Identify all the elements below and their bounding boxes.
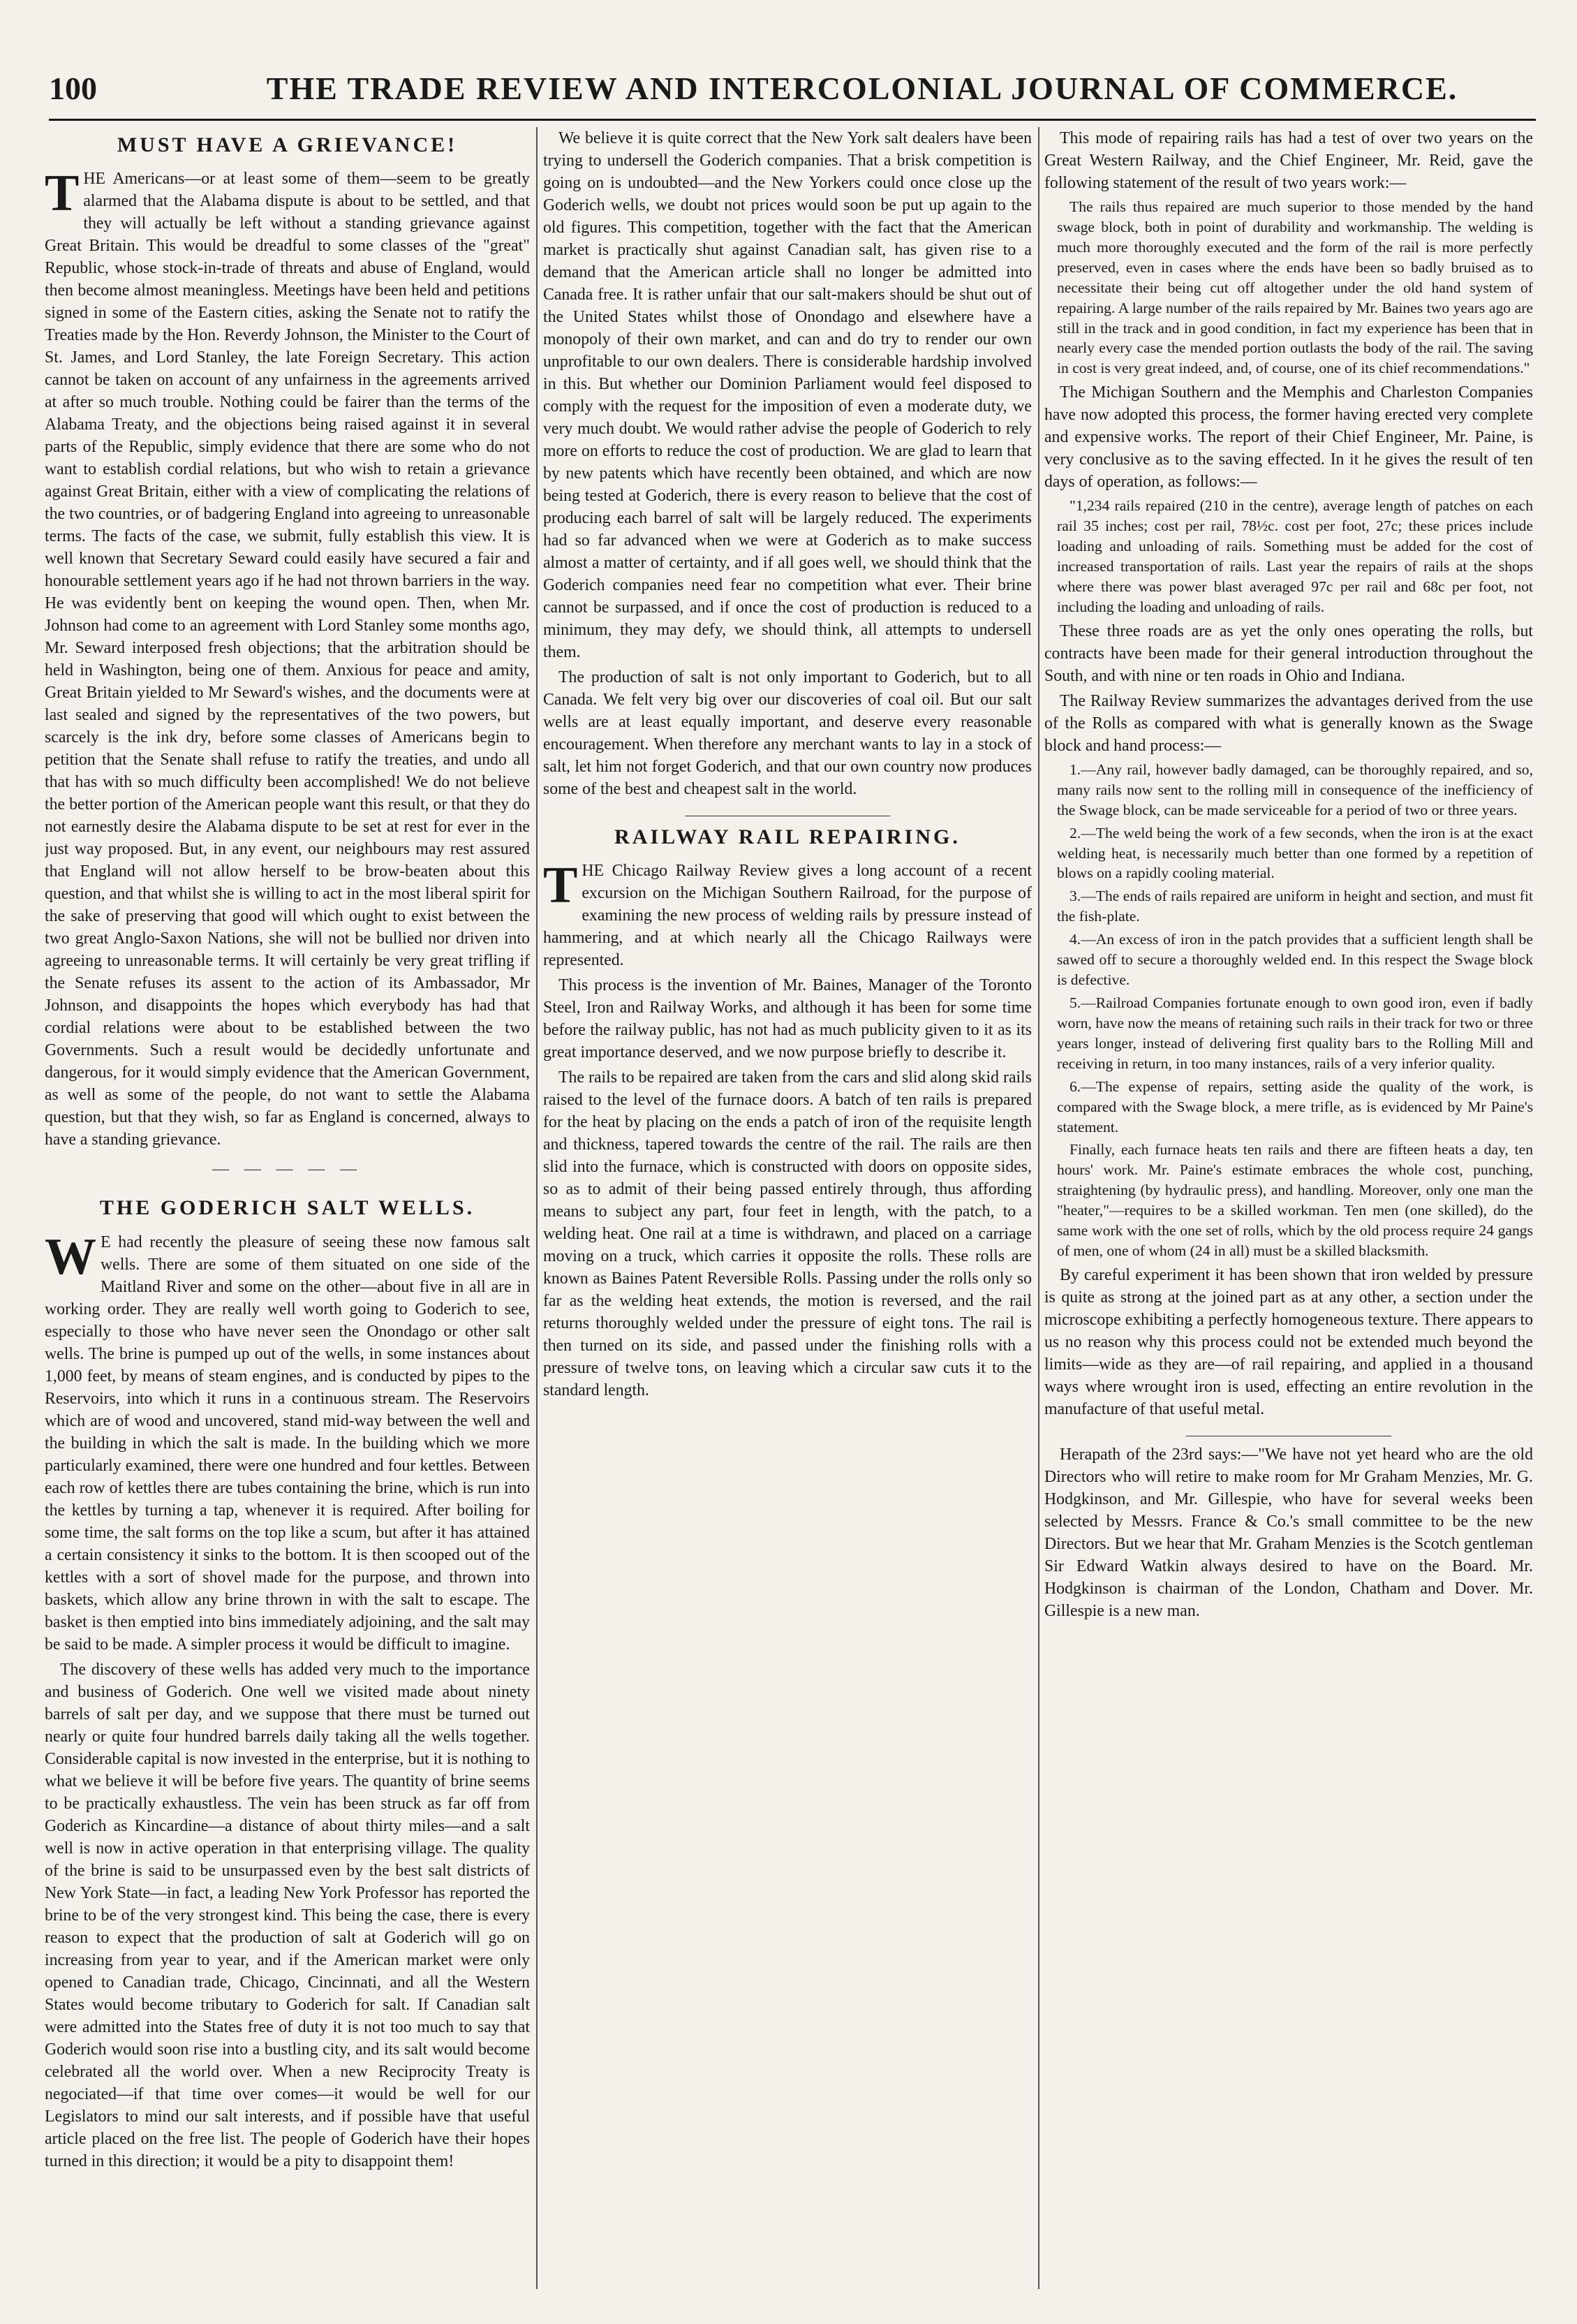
article-headline: MUST HAVE A GRIEVANCE! (117, 133, 458, 156)
page-header (49, 70, 1536, 121)
article-paragraph: The production of salt is not only important to Goderich, but to all Canada. We felt very big over our discoveries of coal oil. But our salt wells are at least equally important, and deserve every reasonable encouragement. When therefore any merchant wants to lay in a stock of salt, let him not forget Goderich, and that our own country now produces some of the best and cheapest salt in the world. (543, 668, 1032, 798)
quote-paragraph: The rails thus repaired are much superior to those mended by the hand swage block, both in point of durability and workmanship. The welding is much more thoroughly executed and the form of the rail is more perfectly preserved, even in cases where the ends have been so badly bruised as to necessitate their being cut off altogether under the old hand system of repairing. A large number of the rails repaired by Mr. Baines two years ago are still in the track and in good condition, in fact my experience has been that in nearly every case the mended portion outlasts the body of the rail. The saving in cost is very great indeed, and, of course, one of its chief recommendations." (1057, 198, 1533, 377)
advantages-list (1044, 760, 1533, 1261)
column-2 (543, 127, 1032, 2289)
paragraph-text: E had recently the pleasure of seeing these now famous salt wells. There are some of them situated on one side of the Maitland River and some on the other—about five in all are in working order. They are really well worth going to Goderich to see, especially to those who have never seen the Onondago or other salt wells. The brine is pumped up out of the wells, in some instances about 1,000 feet, by means of steam engines, and is conducted by pipes to the Reservoirs, into which it runs in a continuous stream. The Reservoirs which are of wood and uncovered, stand mid-way between the well and the building in which the salt is made. In the building which we more particularly examined, there were one hundred and four kettles. Between each row of kettles there are tubes containing the brine, which is run into the kettles by turning a tap, whenever it is required. After boiling for some time, the salt forms on the top like a scum, but after it has attained a certain consistency it sinks to the bottom. It is then scooped out of the kettles with a sort of shovel made for the purpose, and thrown into baskets, which allow any brine thrown in with the salt to escape. The basket is then emptied into bins immediately adjoining, and the salt may be said to be made. A simpler process it would be difficult to imagine. (45, 1233, 530, 1654)
article-paragraph: This mode of repairing rails has had a test of over two years on the Great Western Railway, and the Chief Engineer, Mr. Reid, gave the following statement of the result of two years work:— (1044, 129, 1533, 192)
herapath-paragraph: Herapath of the 23rd says:—"We have not yet heard who are the old Directors who will retire to make room for Mr Graham Menzies, Mr. G. Hodgkinson, and Mr. Gillespie, who have for several weeks been selected by Messrs. France & Co.'s small committee to be the new Directors. But we hear that Mr. Graham Menzies is the Scotch gentleman Sir Edward Watkin always desired to have on the Board. Mr. Hodgkinson is chairman of the London, Chatham and Dover. Mr. Gillespie is a new man. (1044, 1445, 1533, 1620)
article-paragraph: The Railway Review summarizes the advantages derived from the use of the Rolls as compared with what is generally known as the Swage block and hand process:— (1044, 691, 1533, 755)
drop-cap: T (543, 857, 578, 915)
page-number: 100 (49, 71, 97, 106)
article-paragraph: These three roads are as yet the only ones operating the rolls, but contracts have been made for their general introduction throughout the South, and with nine or ten roads in Ohio and Indiana. (1044, 622, 1533, 685)
column-3 (1044, 127, 1533, 2289)
advantage-item: 2.—The weld being the work of a few seconds, when the iron is at the exact welding heat, is necessarily much better than one formed by a repetition of blows on a rapidly cooling material. (1057, 824, 1533, 882)
article-paragraph: The rails to be repaired are taken from the cars and slid along skid rails raised to the level of the furnace doors. A batch of ten rails is prepared for the heat by placing on the ends a patch of iron of the requisite length and thickness, tapered towards the centre of the rail. The rails are then slid into the furnace, which is constructed with doors on opposite sides, so as to admit of their being passed entirely through, thus affording means to subject any part, four feet in length, with the patch, to a welding heat. One rail at a time is withdrawn, and placed on a carriage moving on a truck, which carries it opposite the rolls. These rolls are known as Baines Patent Reversible Rolls. Passing under the rolls only so far as the welding heat extends, the motion is reversed, and the rail returns thoroughly welded under the pressure of eight tons. The rail is then turned on its side, and passed under the finishing rolls with a pressure of twelve tons, on leaving which a circular saw cuts it to the standard length. (543, 1068, 1032, 1400)
article-must-have-a-grievance (45, 131, 530, 1180)
article-headline: THE GODERICH SALT WELLS. (99, 1196, 475, 1220)
article-headline: RAILWAY RAIL REPAIRING. (614, 825, 961, 848)
column-rule (1038, 127, 1039, 2289)
article-paragraph: The Michigan Southern and the Memphis and Charleston Companies have now adopted this process, the former having erected very complete and expensive works. The report of their Chief Engineer, Mr. Paine, is very conclusive as to the saving effected. In it he gives the result of ten days of operation, as follows:— (1044, 383, 1533, 492)
article-paragraph: This process is the invention of Mr. Baines, Manager of the Toronto Steel, Iron and Railway Works, and although it has been for some time before the railway public, has not had as much publicity given to it as its great importance deserved, and we now purpose briefly to describe it. (543, 976, 1032, 1062)
drop-cap: W (45, 1228, 96, 1286)
quoted-statement (1044, 496, 1533, 617)
quote-paragraph: "1,234 rails repaired (210 in the centre), average length of patches on each rail 35 inches; cost per rail, 78½c. cost per foot, 27c; these prices include loading and unloading of rails. Something must be added for the cost of increased transportation of rails. Last year the repairs of rails at the shops where there was power blast averaged 97c per rail and 68c per foot, not including the loading and unloading of rails. (1057, 497, 1533, 615)
article-paragraph: We believe it is quite correct that the New York salt dealers have been trying to undersell the Goderich companies. That a brisk competition is going on is undoubted—and the New Yorkers could once close up the Goderich wells, we doubt not prices would soon be put up again to the old figures. This competition, together with the fact that the American market is practically shut against Canadian salt, has given rise to a demand that the American article shall no longer be admitted into Canada free. It is rather unfair that our salt-makers should be shut out of the United States whilst those of Onondago and elsewhere have a monopoly of their own market, and can and do try to render our own unprofitable to our own dealers. There is considerable hardship involved in this. But whether our Dominion Parliament would feel disposed to comply with the request for the imposition of even a moderate duty, we very much doubt. We would rather advise the people of Goderich to rely more on efforts to reduce the cost of production. We are glad to learn that by new patents which have recently been obtained, and which are now being tested at Goderich, there is every reason to believe that the cost of producing each barrel of salt will be largely reduced. The experiments had so far advanced when we were at Goderich as to make success almost a matter of certainty, and if all goes well, we should think that the Goderich companies need fear no competition what ever. Their brine cannot be surpassed, and if once the cost of production is reduced to a minimum, they may defy, we should think, all attempts to undersell them. (543, 129, 1032, 661)
quoted-statement (1044, 197, 1533, 378)
column-rule (536, 127, 538, 2289)
journal-title: THE TRADE REVIEW AND INTERCOLONIAL JOURNAL OF COMMERCE. (266, 71, 1458, 106)
article-paragraph: The discovery of these wells has added very much to the importance and business of Goderich. One well we visited made about ninety barrels of salt per day, and we suppose that there must be turned out nearly or quite four hundred barrels daily taking all the wells together. Considerable capital is now invested in the enterprise, but it is nothing to what we believe it will be before five years. The quantity of brine seems to be practically exhaustless. The vein has been struck as far off from Goderich as Kincardine—a distance of about thirty miles—and a salt well is now in active operation in that enterprising village. The quality of the brine is said to be unsurpassed even by the best salt districts of New York State—in fact, a leading New York Professor has reported the brine to be of the very strongest kind. This being the case, there is every reason to expect that the production of salt at Goderich will go on increasing from year to year, and if the American market were only opened to Canadian trade, Chicago, Cincinnati, and all the Western States would become tributary to Goderich for salt. If Canadian salt were admitted into the States free of duty it is not too much to say that Goderich would soon rise into a bustling city, and its salt would become celebrated all the world over. When a new Reciprocity Treaty is negociated—if that time over comes—it would be well for our Legislators to mind our salt interests, and if possible have that useful article placed on the free list. The people of Goderich have their hopes turned in this direction; it would be a pity to disappoint them! (45, 1660, 530, 2170)
advantage-item: Finally, each furnace heats ten rails and there are fifteen heats a day, ten hours' work. Mr. Paine's estimate embraces the whole cost, punching, straightening (by hydraulic press), and handling. Moreover, only one man the "heater,"—requires to be a skilled workman. Ten men (one skilled), do the same work with the one set of rolls, which by the old process require 24 gangs of men, one of whom (24 in all) must be a skilled blacksmith. (1057, 1141, 1533, 1260)
advantage-item: 4.—An excess of iron in the patch provides that a sufficient length shall be sawed off to secure a thoroughly welded end. In this respect the Swage block is defective. (1057, 931, 1533, 989)
article-paragraph (45, 165, 530, 1151)
article-goderich-salt-wells (45, 1194, 530, 2172)
article-paragraph (45, 1228, 530, 1656)
article-paragraph (543, 857, 1032, 971)
paragraph-text: HE Chicago Railway Review gives a long account of a recent excursion on the Michigan Southern Railroad, for the purpose of examining the new process of welding rails by pressure instead of hammering, and at which nearly all the Chicago Railways were represented. (543, 862, 1032, 970)
article-railway-rail-repairing (543, 823, 1032, 1402)
advantage-item: 6.—The expense of repairs, setting aside the quality of the work, is compared with the Swage block, a mere trifle, as is evidenced by Mr Paine's statement. (1057, 1078, 1533, 1135)
section-separator: — — — — — (212, 1160, 362, 1179)
paragraph-text: HE Americans—or at least some of them—seem to be greatly alarmed that the Alabama dispute is about to be settled, and that they will actually be left without a standing grievance against Great Britain. This would be dreadful to some classes of the "great" Republic, whose stock-in-trade of threats and abuse of England, would then become almost meaningless. Meetings have been held and petitions signed in some of the Eastern cities, asking the Senate not to ratify the Treaties made by the Hon. Reverdy Johnson, the Minister to the Court of St. James, and Lord Stanley, the late Foreign Secretary. This action cannot be taken on account of any unfairness in the agreements arrived at after so much trouble. Nothing could be fairer than the terms of the Alabama Treaty, and the objections being raised against it in several parts of the Republic, simply evidence that there are some who do not want to establish cordial relations, but who wish to retain a grievance against Great Britain, either with a view of complicating the relations of the two countries, or of badgering England into agreeing to unreasonable terms. The facts of the case, we submit, fully establish this view. It is well known that Secretary Seward could easily have secured a fair and honourable settlement years ago if he had not thrown barriers in the way. He was evidently bent on keeping the wound open. Then, when Mr. Johnson had come to an agreement with Lord Stanley some months ago, Mr. Seward interposed fresh objections; that the arbitration should be held in Washington, being one of them. Anxious for peace and amity, Great Britain yielded to Mr Seward's wishes, and the documents were at last sealed and signed by the representatives of the two powers, but scarcely is the ink dry, before some classes of Americans begin to petition that the Senate shall refuse to ratify the treaties, and undo all that has with so much difficulty been accomplished! We do not believe the better portion of the American people want this result, or that they do not earnestly desire the Alabama dispute to be set at rest for ever in the just way proposed. But, in any event, our neighbours may rest assured that England will not allow herself to be brow-beaten about this question, and that whilst she is willing to act in the most liberal spirit for the sake of preserving that good will which ought to exist between the two great Anglo-Saxon Nations, she will not be bullied nor driven into agreeing to unreasonable terms. It will certainly be very great trifling if the Senate refuses its assent to the action of its Ambassador, Mr Johnson, and disappoints the hopes which everybody has had that cordial relations were about to be established between the two Governments. Such a result would be decidedly unfortunate and dangerous, for it would simply evidence that the American Government, as well as some of the people, do not want to settle the Alabama question, but that they wish, so far as England is concerned, always to have a standing grievance. (45, 170, 530, 1149)
advantage-item: 5.—Railroad Companies fortunate enough to own good iron, even if badly worn, have now the means of retaining such rails in their track for two or three years longer, instead of delivering first quality bars to the Rolling Mill and receiving in return, in too many instances, rails of a very inferior quality. (1057, 994, 1533, 1072)
article-paragraph: By careful experiment it has been shown that iron welded by pressure is quite as strong at the joined part as at any other, a section under the microscope exhibiting a perfectly homogeneous texture. There appears to us no reason why this process could not be extended much beyond the limits—wide as they are—of rail repairing, and applied in a thousand ways where wrought iron is used, effecting an entire revolution in the manufacture of that useful metal. (1044, 1265, 1533, 1418)
column-1 (45, 127, 530, 2289)
advantage-item: 3.—The ends of rails repaired are uniform in height and section, and must fit the fish-plate. (1057, 888, 1533, 925)
drop-cap: T (45, 165, 80, 223)
advantage-item: 1.—Any rail, however badly damaged, can be thoroughly repaired, and so, many rails now sent to the rolling mill in consequence of the inefficiency of the Swage block, can be made serviceable for a period of two or three years. (1057, 760, 1533, 818)
